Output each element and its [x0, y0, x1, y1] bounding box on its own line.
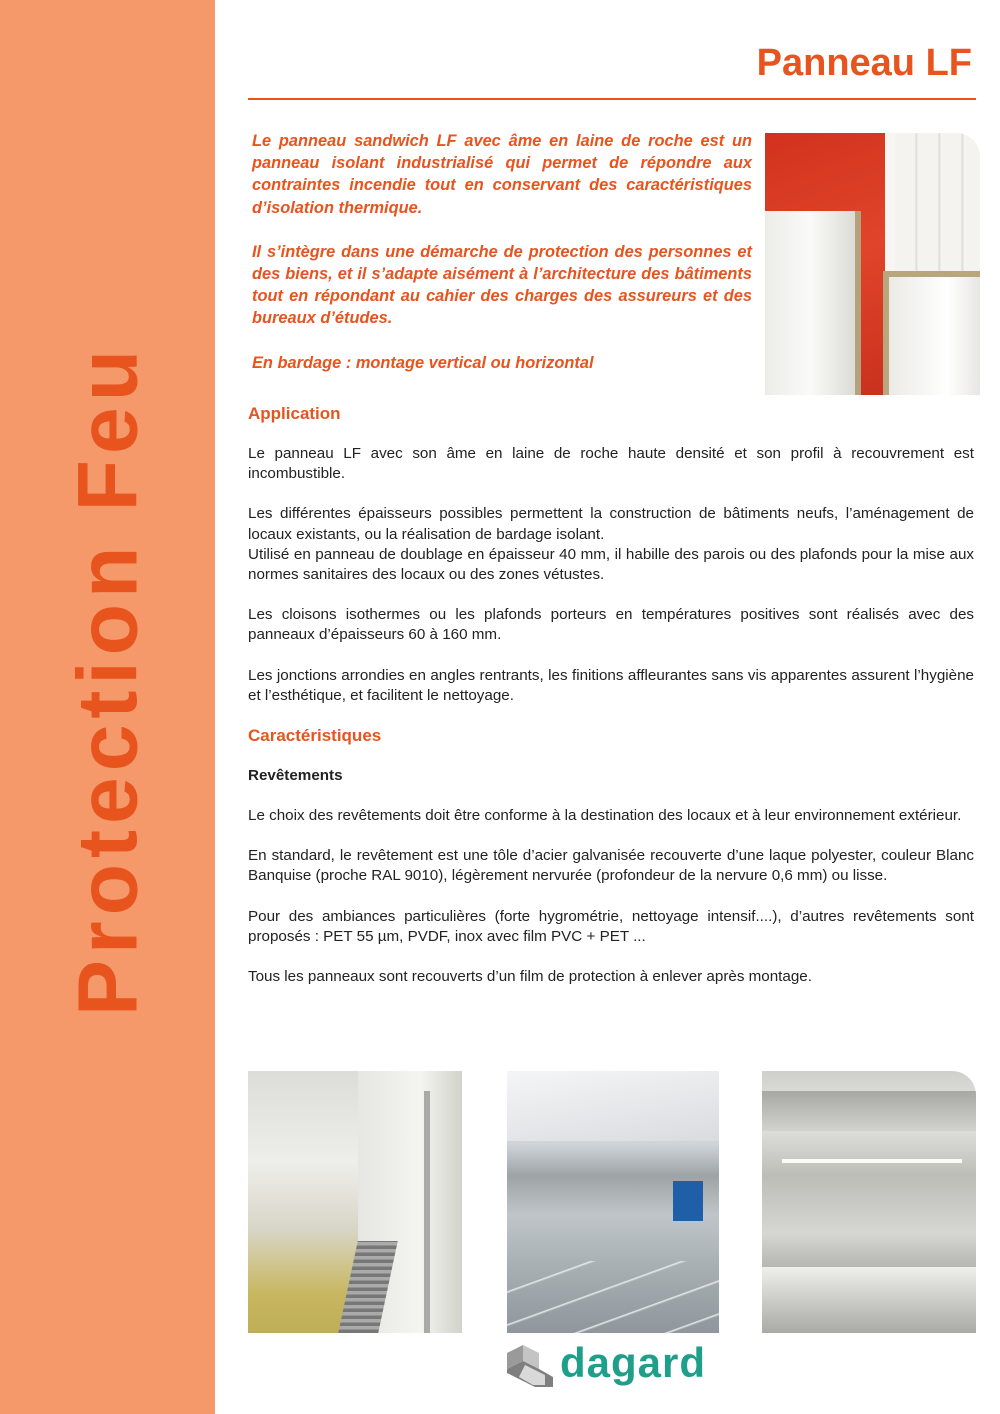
main-content: [248, 404, 974, 1007]
body-paragraph: Utilisé en panneau de doublage en épaisseur 40 mm, il habille des parois ou des plafonds pour la mise aux normes sanitaires des locaux ou des zones vétustes.: [248, 545, 974, 584]
photo-sanitary-corridor: [248, 1071, 462, 1333]
intro-paragraph: Il s’intègre dans une démarche de protection des personnes et des biens, et il s’adapte aisément à l’architecture des bâtiments tout en répondant au cahier des charges des assureurs et des bureaux d’études.: [252, 242, 752, 328]
photo-panel-front: [765, 211, 861, 395]
body-paragraph: Les différentes épaisseurs possibles permettent la construction de bâtiments neufs, l’aménagement de locaux existants, ou la réalisation de bardage isolant.: [248, 505, 974, 543]
section-heading-caracteristiques: Caractéristiques: [248, 726, 382, 746]
photo-floor-lines: [507, 1261, 719, 1333]
photo-panel-ribs: [895, 133, 980, 273]
body-paragraph: Les cloisons isothermes ou les plafonds porteurs en températures positives sont réalisés avec des panneaux d’épaisseurs 60 à 160 mm.: [248, 606, 974, 644]
photo-pipe: [424, 1091, 430, 1333]
photo-kitchen: [762, 1071, 976, 1333]
intro-paragraph: Le panneau sandwich LF avec âme en laine de roche est un panneau isolant industrialisé qui permet de répondre aux contraintes incendie tout en conservant des caractéristiques d’isolation thermique.: [252, 132, 752, 217]
section-heading-application: Application: [248, 404, 341, 423]
body-paragraph: Tous les panneaux sont recouverts d’un film de protection à enlever après montage.: [248, 968, 812, 986]
dagard-logo: [505, 1339, 720, 1393]
body-paragraph: Le choix des revêtements doit être conforme à la destination des locaux et à leur environnement extérieur.: [248, 807, 962, 825]
subheading-revetements: Revêtements: [248, 767, 343, 785]
body-paragraph: Pour des ambiances particulières (forte hygrométrie, nettoyage intensif....), d’autres revêtements sont proposés : PET 55 µm, PVDF, inox avec film PVC + PET ...: [248, 907, 974, 945]
photo-warehouse: [507, 1071, 719, 1333]
dagard-logo-mark-icon: [505, 1343, 555, 1389]
photo-door: [673, 1181, 703, 1221]
photo-counter: [762, 1267, 976, 1333]
photo-hood: [762, 1091, 976, 1131]
intro-paragraph: En bardage : montage vertical ou horizontal: [252, 353, 594, 372]
body-paragraph: Le panneau LF avec son âme en laine de roche haute densité et son profil à recouvrement est incombustible.: [248, 445, 974, 483]
page-title: Panneau LF: [756, 42, 972, 84]
title-divider: [248, 98, 976, 100]
photo-lamp: [782, 1159, 962, 1163]
dagard-logo-text: dagard: [560, 1339, 707, 1386]
body-paragraph: En standard, le revêtement est une tôle d’acier galvanisée recouverte d’une laque polyester, couleur Blanc Banquise (proche RAL 9010), légèrement nervurée (profondeur de la nervure 0,6 mm) ou lisse.: [248, 847, 974, 885]
sidebar-title: Protection Feu: [60, 343, 155, 1017]
photo-panel-edge: [883, 271, 980, 395]
sidebar-band: [0, 0, 215, 1414]
intro-block: [252, 130, 752, 396]
photo-ceiling: [507, 1071, 719, 1141]
body-paragraph: Les jonctions arrondies en angles rentrants, les finitions affleurantes sans vis apparentes assurent l’hygiène et l’esthétique, et facilitent le nettoyage.: [248, 666, 974, 704]
panel-product-photo: [765, 133, 980, 395]
